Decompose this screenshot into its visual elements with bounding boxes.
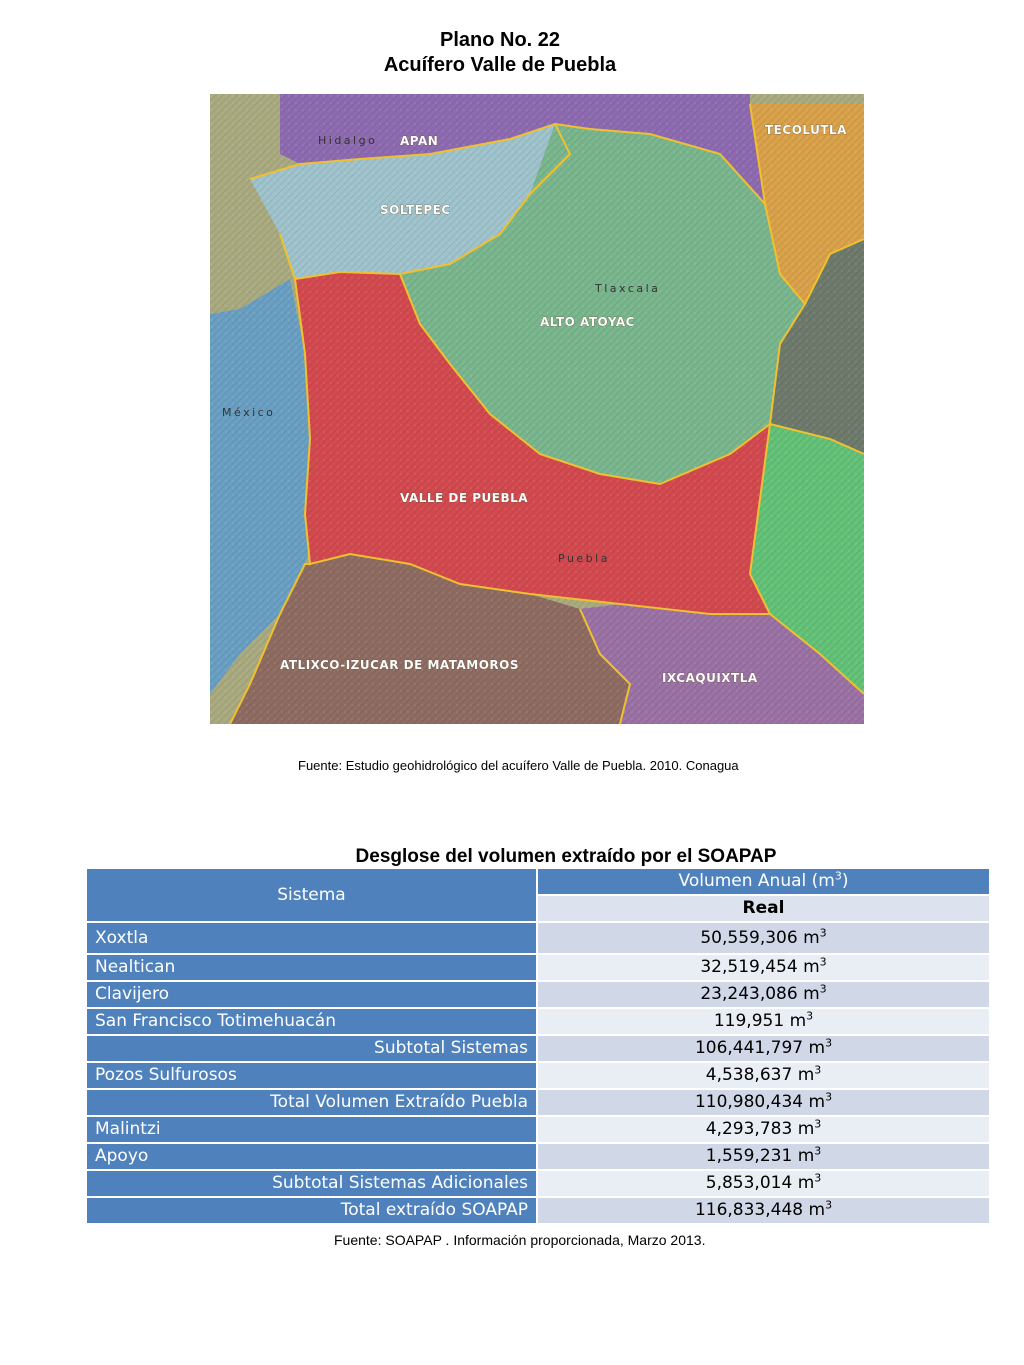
label-mexico: México <box>222 406 276 419</box>
row-volume: 32,519,454 $m^3$ <box>537 954 990 981</box>
table-row <box>86 981 990 1008</box>
row-sistema: Xoxtla <box>86 922 537 954</box>
plan-number-title: Plano No. 22 <box>439 29 561 51</box>
label-atlixco: ATLIXCO-IZUCAR DE MATAMOROS <box>280 658 520 672</box>
header-real: Real <box>537 895 990 922</box>
row-volume: 23,243,086 $m^3$ <box>537 981 990 1008</box>
label-tecolutla: TECOLUTLA <box>765 123 847 137</box>
table-row <box>86 954 990 981</box>
label-hidalgo: Hidalgo <box>318 134 378 147</box>
row-sistema: Clavijero <box>86 981 537 1008</box>
row-volume: 110,980,434 $m^3$ <box>537 1089 990 1116</box>
map-source-note: Fuente: Estudio geohidrológico del acuífero Valle de Puebla. 2010. Conagua <box>298 758 739 773</box>
table-row <box>86 1170 990 1197</box>
table-row <box>86 1197 990 1224</box>
row-volume: 1,559,231 $m^3$ <box>537 1143 990 1170</box>
row-volume: 106,441,797 $m^3$ <box>537 1035 990 1062</box>
header-sistema: Sistema <box>86 868 537 922</box>
label-ixcaquixtla: IXCAQUIXTLA <box>662 671 758 685</box>
table-row <box>86 1008 990 1035</box>
table-source-note: Fuente: SOAPAP . Información proporcionada, Marzo 2013. <box>334 1232 706 1248</box>
row-sistema: San Francisco Totimehuacán <box>86 1008 537 1035</box>
aquifer-map <box>204 84 870 739</box>
label-apan: APAN <box>400 134 439 148</box>
row-sistema: Total Volumen Extraído Puebla <box>86 1089 537 1116</box>
header-volumen: Volumen Anual $(m^3)$ <box>537 868 990 895</box>
row-volume: 4,538,637 $m^3$ <box>537 1062 990 1089</box>
row-volume: 116,833,448 $m^3$ <box>537 1197 990 1224</box>
row-volume: 50,559,306 $m^3$ <box>537 922 990 954</box>
table-row <box>86 922 990 954</box>
row-sistema: Malintzi <box>86 1116 537 1143</box>
label-tlaxcala: Tlaxcala <box>595 282 661 295</box>
label-alto-atoyac: ALTO ATOYAC <box>540 315 635 329</box>
row-volume: 5,853,014 $m^3$ <box>537 1170 990 1197</box>
row-sistema: Total extraído SOAPAP <box>86 1197 537 1224</box>
table-title: Desglose del volumen extraído por el SOAPAP <box>355 846 777 867</box>
table-row <box>86 1143 990 1170</box>
row-sistema: Apoyo <box>86 1143 537 1170</box>
aquifer-map-svg <box>204 84 870 739</box>
aquifer-title: Acuífero Valle de Puebla <box>383 54 617 76</box>
label-valle-de-puebla: VALLE DE PUEBLA <box>400 491 529 505</box>
label-puebla: Puebla <box>558 552 610 565</box>
table-row <box>86 1089 990 1116</box>
table-row <box>86 1062 990 1089</box>
row-sistema: Subtotal Sistemas <box>86 1035 537 1062</box>
row-sistema: Nealtican <box>86 954 537 981</box>
table-row <box>86 1035 990 1062</box>
row-sistema: Subtotal Sistemas Adicionales <box>86 1170 537 1197</box>
volume-table <box>85 867 991 1225</box>
row-volume: 4,293,783 $m^3$ <box>537 1116 990 1143</box>
table-row <box>86 1116 990 1143</box>
row-volume: 119,951 $m^3$ <box>537 1008 990 1035</box>
label-soltepec: SOLTEPEC <box>380 203 451 217</box>
volume-table-body <box>86 922 990 1224</box>
row-sistema: Pozos Sulfurosos <box>86 1062 537 1089</box>
